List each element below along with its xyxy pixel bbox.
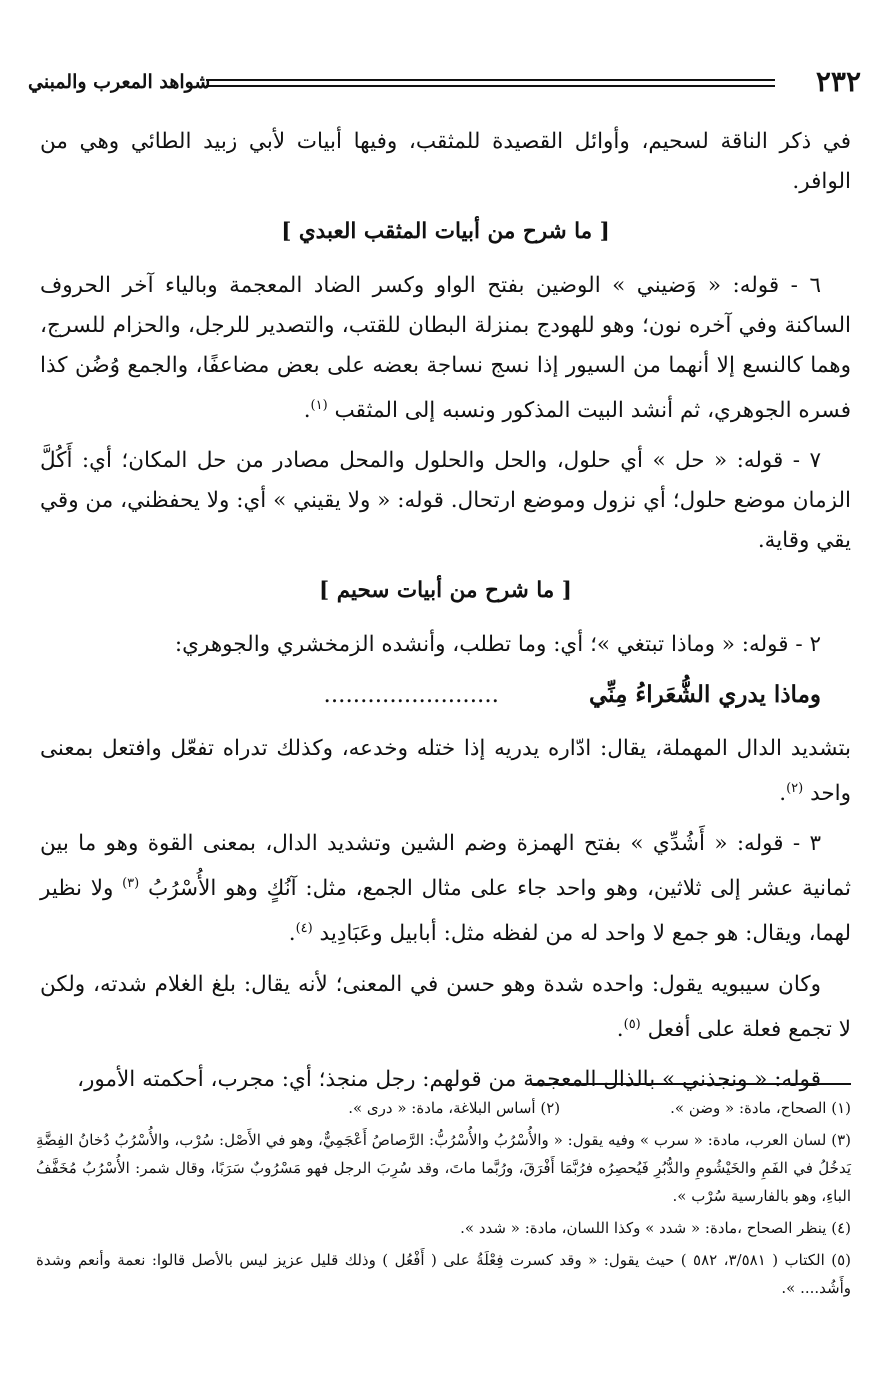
page-number: ٢٣٢	[815, 65, 861, 98]
paragraph-2-continued	[40, 729, 851, 814]
paragraph-3-end: .	[288, 921, 296, 947]
section-heading-muthaqqib: [ ما شرح من أبيات المثقب العبدي ]	[281, 219, 610, 244]
intro-paragraph: في ذكر الناقة لسحيم، وأوائل القصيدة للمثقب، وفيها أبيات لأبي زبيد الطائي وهي من الوافر.	[40, 129, 851, 194]
footnote-1: (١) الصحاح، مادة: « وضن ».	[670, 1099, 851, 1117]
paragraph-3-text: ٣ - قوله: « أَشُدِّي » بفتح الهمزة وضم الشين وتشديد الدال، بمعنى القوة وهو ما بين ثمانية عشر إلى ثلاثين، وهو واحد جاء على مثال الجمع، مثل: آنُكٍ وهو الأُسْرُبُ	[40, 831, 851, 902]
poetry-verse	[40, 675, 851, 715]
footnote-5: (٥) الكتاب ( ٣/٥٨١، ٥٨٢ ) حيث يقول: « وقد كسرت فِعْلَةُ على ( أَفْعُل ) وذلك قليل عزيز ليس بالأصل قالوا: نعمة وأنعم وشدة وأَشُد.... ».	[36, 1251, 851, 1297]
footnote-2: (٢) أساس البلاغة، مادة: « درى ».	[348, 1099, 561, 1117]
footnotes	[36, 1094, 851, 1306]
paragraph-2b-end: .	[779, 781, 787, 807]
verse-dots: ........................	[323, 682, 499, 709]
footnote-separator	[531, 1083, 851, 1085]
footnote-ref-5: (٥)	[623, 1016, 641, 1032]
verse-text: وماذا يدري الشُّعَراءُ مِنِّي	[588, 681, 821, 709]
paragraph-2b-text: بتشديد الدال المهملة، يقال: ادّاره يدريه إذا ختله وخدعه، وكذلك تدراه تفعّل وافتعل بمعنى واحد	[40, 736, 851, 807]
page-header	[28, 64, 861, 104]
footnote-3: (٣) لسان العرب، مادة: « سرب » وفيه يقول: « والأُسْرُبُ والأُسْرُبُّ: الرَّصاصُ أَعْجَمِيٌّ، وهو في الأَصْل: سُرْب، والأُسْرُبُ دُخانُ الفِضَّةِ يَدخُلُ في الفَمِ والخَيْشُومِ والدُّبُرِ فَيُحصِرُه فرُبَّمَا أَفْرَقَ، ورُبَّما ماتَ، وقد سُرِبَ الرجل فهو مَسْرُوبٌ سَرَبًا، وقال شمر: الأُسْرُبُ مُخَفَّفُ الباءِ، وهو بالفارسية سُرْب ».	[36, 1131, 851, 1205]
paragraph-3	[40, 824, 851, 954]
footnote-ref-2: (٢)	[786, 781, 804, 797]
paragraph-3-text-b: ولا نظير لهما، ويقال: هو جمع لا واحد له من لفظه مثل: أبابيل وعَبَادِيد	[40, 876, 851, 947]
paragraph-6	[40, 266, 851, 431]
paragraph-sibawayh	[40, 965, 851, 1050]
paragraph-6-end: .	[303, 398, 311, 424]
paragraph-6-text: ٦ - قوله: « وَضيني » الوضين بفتح الواو وكسر الضاد المعجمة وبالياء آخر الحروف الساكنة وفي آخره نون؛ وهو للهودج بمنزلة البطان للقتب، والتصدير للرجل، والحزام للسرج، وهما كالنسع إلا أنهما من السيور إذا نسج نساجة بعضه على بعض مضاعفًا، والجمع وُضُن كذا فسره الجوهري، ثم أنشد البيت المذكور ونسبه إلى المثقب	[40, 273, 851, 424]
main-text	[40, 122, 851, 1110]
paragraph-2: ٢ - قوله: « وماذا تبتغي »؛ أي: وما تطلب، وأنشده الزمخشري والجوهري:	[174, 632, 821, 658]
footnote-ref-1: (١)	[310, 398, 328, 413]
footnote-4: (٤) ينظر الصحاح ،مادة: « شدد » وكذا اللسان، مادة: « شدد ».	[460, 1219, 851, 1237]
header-rule-second	[206, 85, 775, 87]
paragraph-last: قوله: « ونجذني » بالذال المعجمة من قولهم: رجل منجذ؛ أي: مجرب، أحكمته الأمور،	[77, 1066, 821, 1092]
running-title: شواهد المعرب والمبني	[28, 71, 211, 93]
paragraph-sibawayh-end: .	[616, 1016, 624, 1042]
footnote-ref-4: (٤)	[295, 921, 313, 937]
section-heading-suhaym: [ ما شرح من أبيات سحيم ]	[319, 578, 572, 604]
paragraph-sibawayh-text: وكان سيبويه يقول: واحده شدة وهو حسن في المعنى؛ لأنه يقال: بلغ الغلام شدته، ولكن لا تجمع فعلة على أفعل	[40, 971, 851, 1042]
footnote-ref-3: (٣)	[122, 876, 140, 892]
paragraph-7: ٧ - قوله: « حل » أي حلول، والحل والحلول والمحل مصادر من حل المكان؛ أي: أَكُلَّ الزمان موضع حلول؛ أي نزول وموضع ارتحال. قوله: « ولا يقيني » أي: ولا يحفظني، من وقي يقي وقاية.	[40, 448, 851, 554]
footnote-row-1-2	[36, 1094, 851, 1122]
header-rule	[206, 79, 775, 81]
